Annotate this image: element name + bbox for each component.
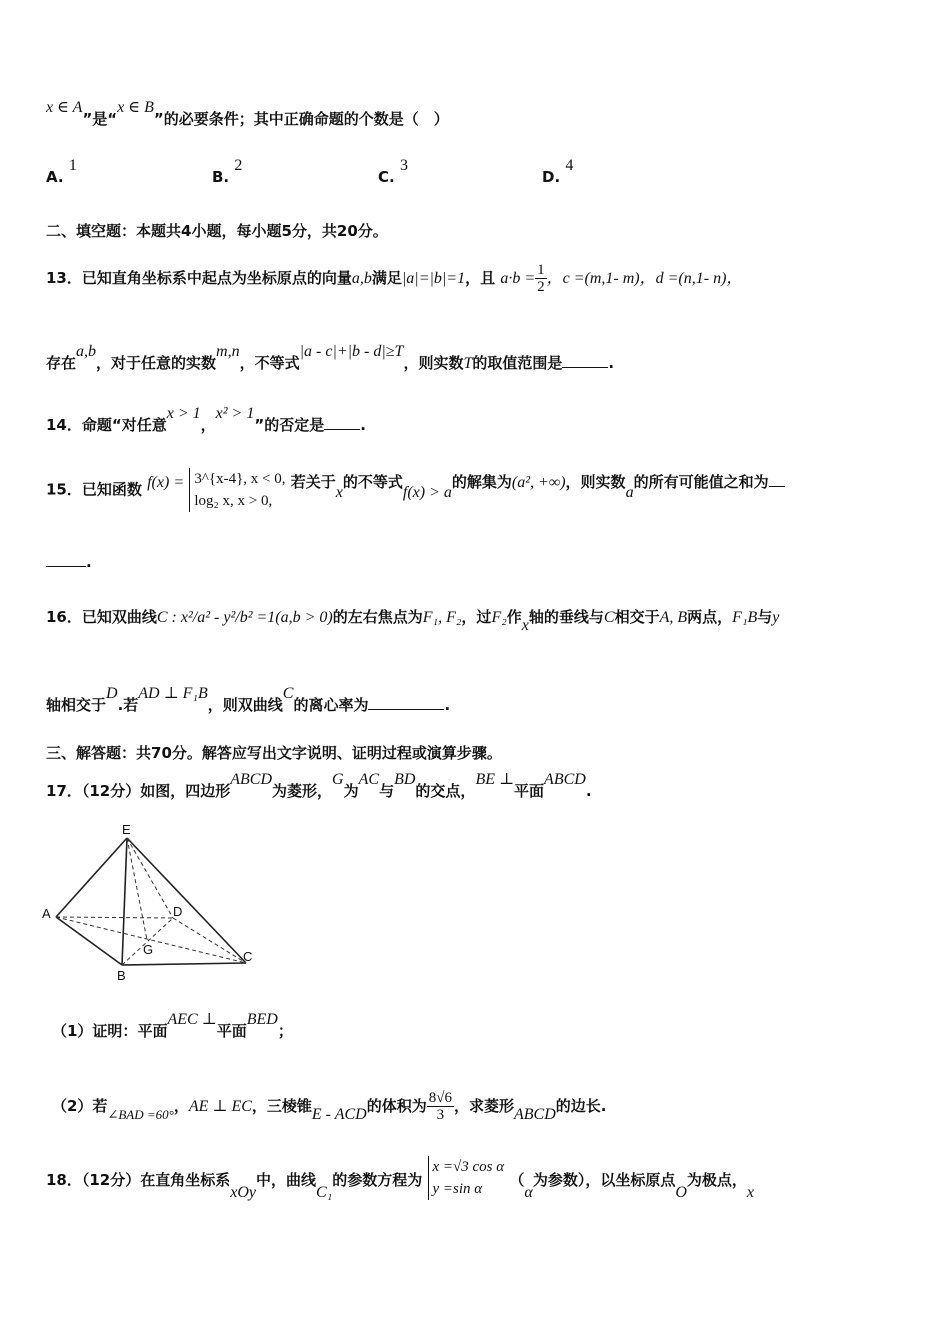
q17-volume-frac: $\frac{8√6}{3}$ [428, 1090, 452, 1123]
q17-part2: （2）若∠BAD =60°，AE ⊥ EC，三棱锥E - ACD的体积为 $\frac{8√6}{3}$ ，求菱形ABCD的边长. [52, 1090, 607, 1123]
q18-line: 18．（12分）在直角坐标系xOy中，曲线C₁的参数方程为 x =√3 cos α y =sin α （α为参数），以坐标原点O为极点，x [46, 1156, 754, 1200]
edge-ab [56, 917, 122, 965]
section-3-heading: 三、解答题：共70分。解答应写出文字说明、证明过程或演算步骤。 [46, 744, 502, 762]
q14-answer-blank[interactable] [324, 415, 360, 430]
q15-line2: . [46, 552, 92, 571]
q15-line1: 15．已知函数 f(x) = 3^{x-4}, x < 0, log₂ x, x > 0, 若关于x的不等式f(x) > a的解集为(a², +∞)，则实数a的所有可能值之和为 [46, 468, 785, 512]
q12-cond2: x ∈ B [117, 99, 154, 116]
q12-text1: ”是“ [82, 110, 118, 128]
q13-line1: 13．已知直角坐标系中起点为坐标原点的向量a,b满足|a|=|b|=1，且 a·b = $\frac{1}{2}$ ，c =(m,1- m)，d =(n,1- n)， [46, 262, 743, 295]
q13-line2: 存在a,b，对于任意的实数m,n，不等式|a - c|+|b - d|≥T，则实数T的取值范围是 . [46, 343, 615, 372]
q12-option-c: C. 3 [378, 157, 408, 186]
q16-line2: 轴相交于D.若AD ⊥ F₁B，则双曲线C的离心率为 . [46, 685, 451, 714]
q15-answer-blank-b[interactable] [46, 552, 86, 567]
q17-part1: （1）证明：平面AEC ⊥平面BED； [52, 1011, 293, 1040]
q12-text2: ”的必要条件；其中正确命题的个数是（ ） [153, 110, 449, 128]
q12-tail-line [46, 99, 449, 129]
label-b: B [117, 968, 126, 983]
q17-stem: 17．（12分）如图，四边形ABCD为菱形，G为AC与BD的交点，BE ⊥平面ABCD. [46, 771, 592, 800]
label-c: C [243, 949, 253, 964]
label-g: G [143, 942, 154, 957]
q16-line1: 16．已知双曲线C : x²/a² - y²/b² =1(a,b > 0)的左右焦点为F₁, F₂，过F₂作x轴的垂线与C相交于A, B两点，F₁B与y [46, 608, 780, 634]
label-a: A [42, 906, 51, 921]
q13-answer-blank[interactable] [562, 353, 608, 368]
edge-eg [127, 838, 147, 940]
option-a-value: 1 [68, 157, 77, 174]
q12-cond1: x ∈ A [46, 99, 83, 116]
option-d-value: 4 [565, 157, 574, 174]
q16-answer-blank[interactable] [368, 695, 444, 710]
edge-bc [122, 963, 246, 965]
q13-frac: $\frac{1}{2}$ [537, 262, 545, 295]
option-c-value: 3 [399, 157, 408, 174]
q12-option-a: A. 1 [46, 157, 77, 186]
q15-piecewise [189, 468, 285, 512]
q15-answer-blank-a[interactable] [769, 472, 785, 487]
q14-line: 14．命题“对任意x > 1，x² > 1”的否定是 . [46, 405, 366, 434]
label-e: E [122, 822, 131, 837]
q15-case2: log₂ x, x > 0, [194, 493, 273, 509]
option-b-value: 2 [234, 157, 243, 174]
edge-ad [56, 917, 173, 918]
edge-ea [56, 838, 127, 917]
edge-eb [122, 838, 127, 965]
section-2-heading: 二、填空题：本题共4小题，每小题5分，共20分。 [46, 222, 388, 240]
q12-option-b: B. 2 [212, 157, 243, 186]
pyramid-figure [40, 820, 270, 985]
q15-case1: 3^{x-4}, x < 0, [194, 471, 286, 487]
q12-option-d: D. 4 [542, 157, 574, 186]
q18-param-eq: x =√3 cos α y =sin α [428, 1156, 505, 1200]
label-d: D [173, 904, 183, 919]
